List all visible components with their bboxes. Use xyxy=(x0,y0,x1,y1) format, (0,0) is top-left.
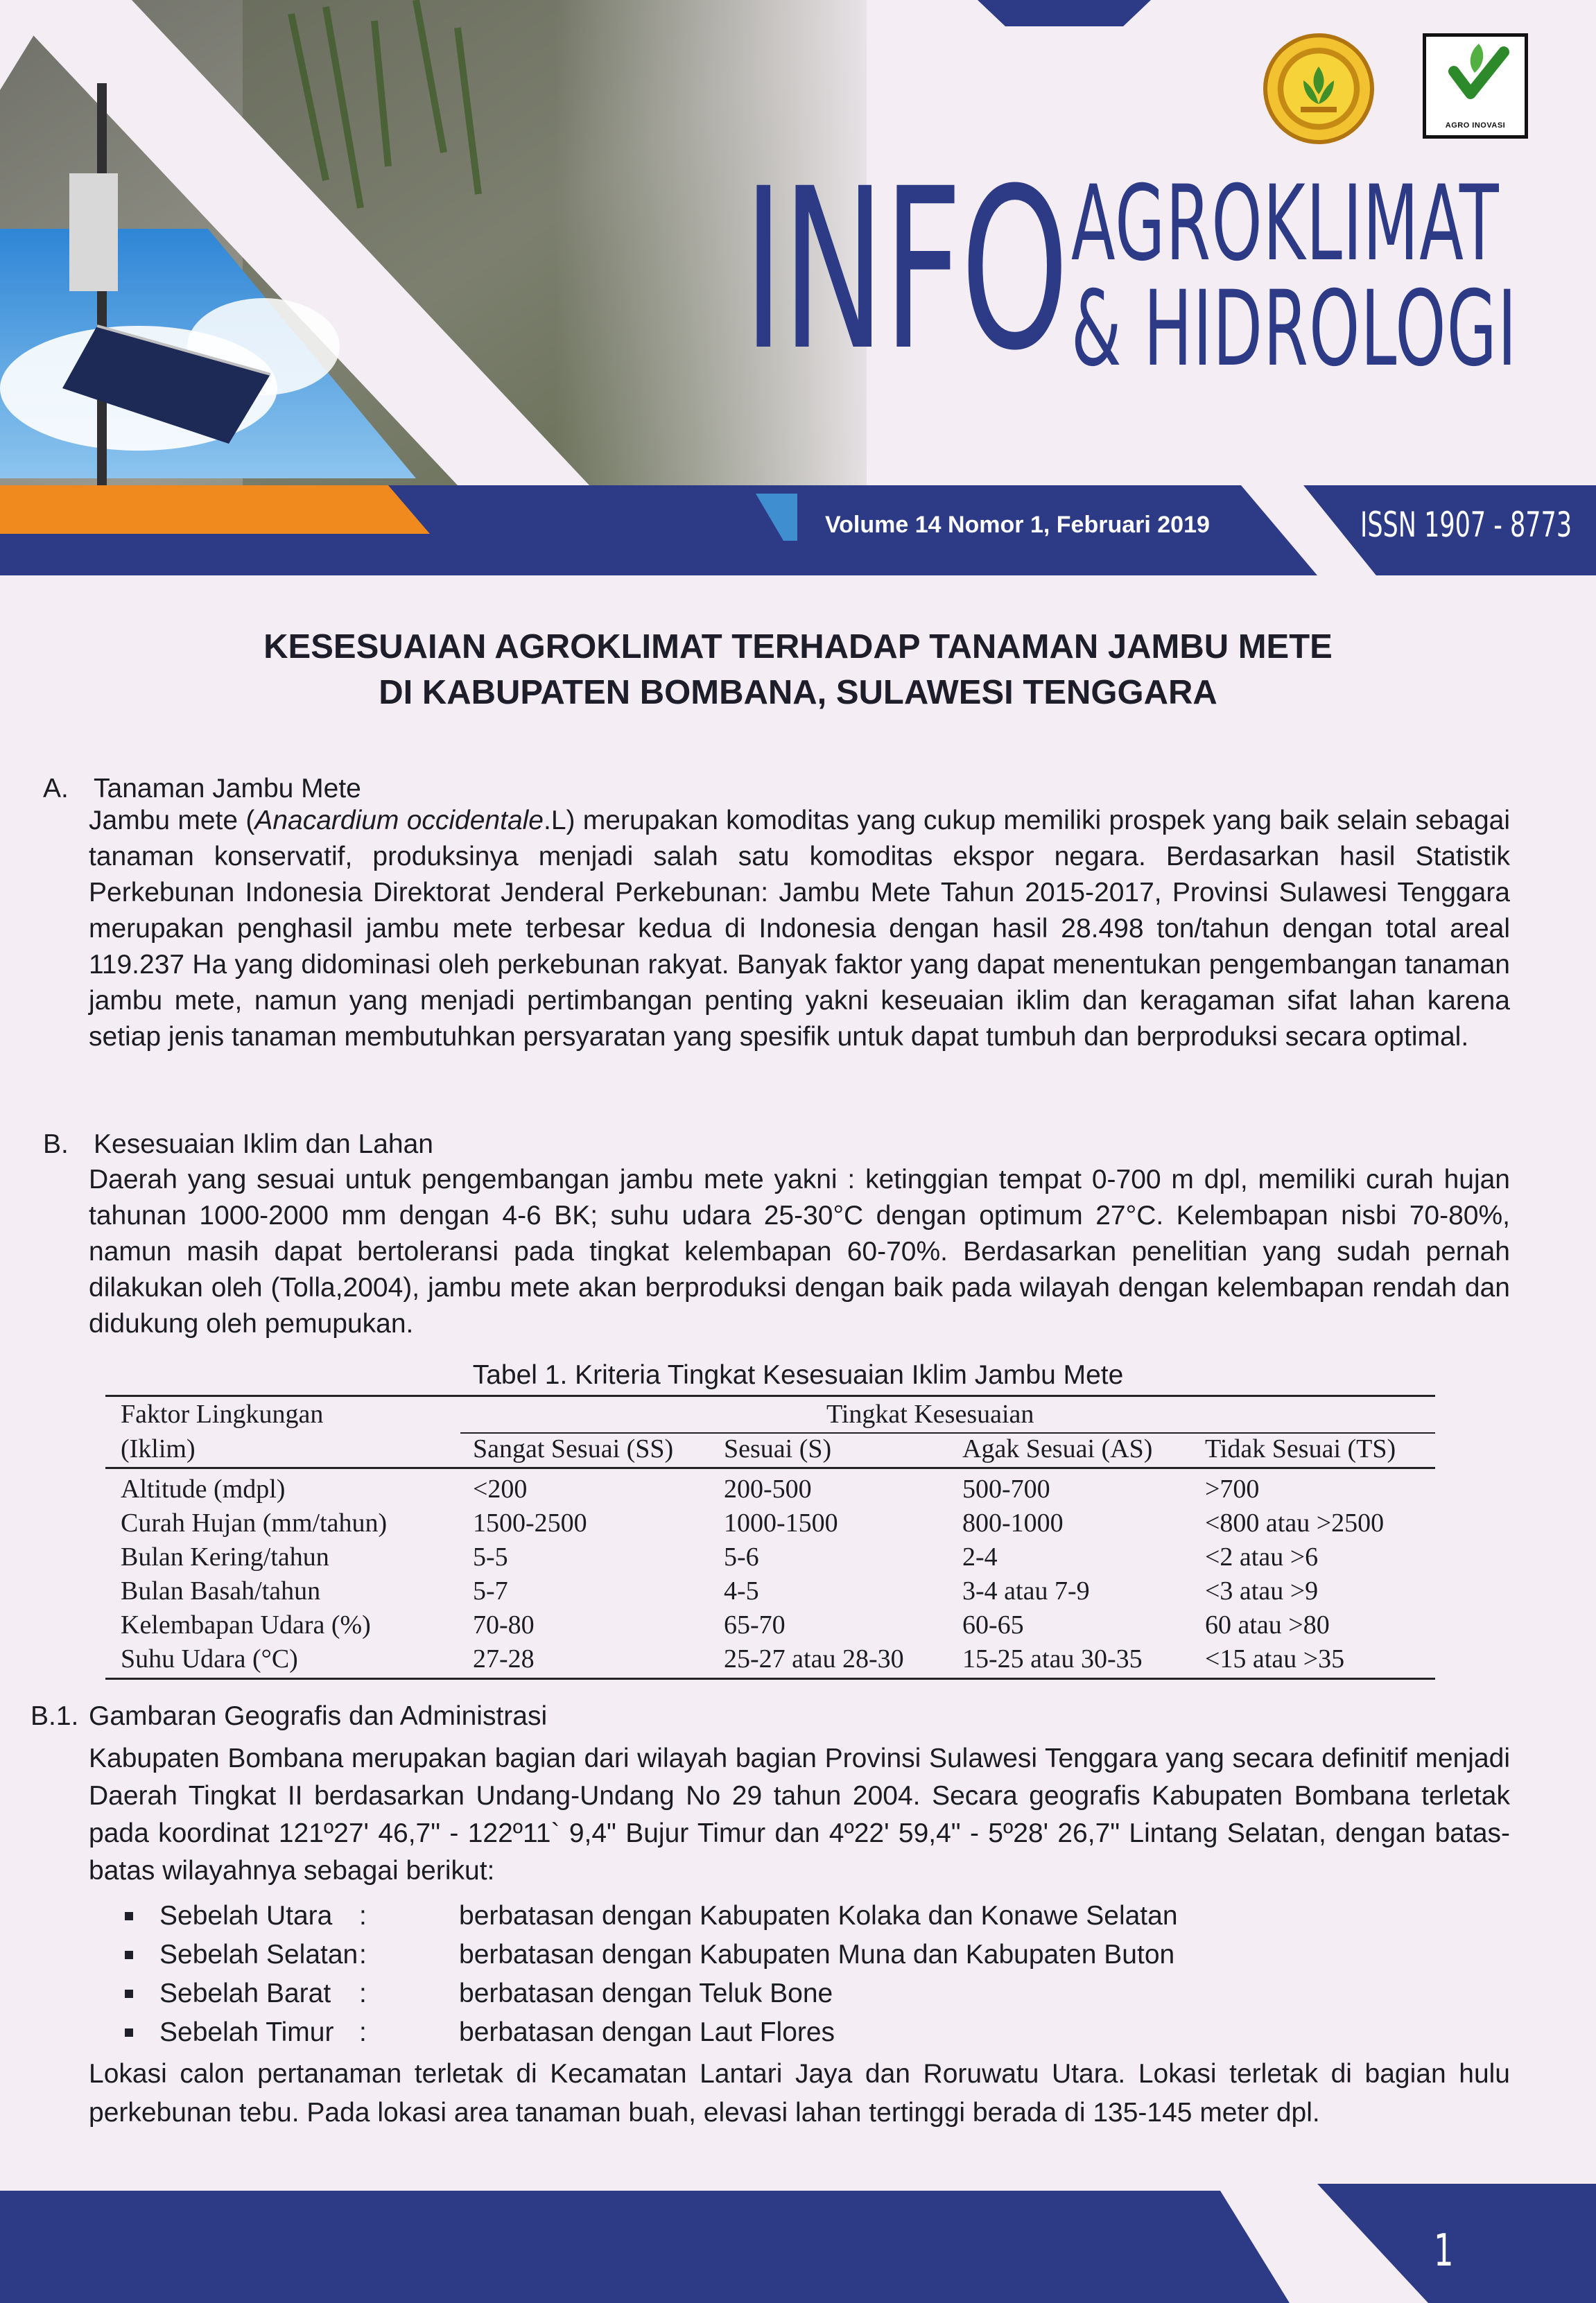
section-a-heading: Tanaman Jambu Mete xyxy=(94,774,361,803)
table-col-as: Agak Sesuai (AS) xyxy=(962,1434,1153,1463)
table-head-factor-sub: (Iklim) xyxy=(121,1434,196,1463)
masthead-agroklimat-title: AGROKLIMAT xyxy=(1071,164,1500,284)
section-b-paragraph: Daerah yang sesuai untuk pengembangan jambu mete yakni : ketinggian tempat 0-700 m dpl, memiliki curah hujan tahunan 1000-2000 mm dengan 4-6 BK; suhu udara 25-30°C dengan optimum 27°C. Kelembapan nisbi 70-80%, namun masih dapat bertoleransi pada tingkat kelembapan 60-70%. Berdasarkan penelitian yang sudah pernah dilakukan oleh (Tolla,2004), jambu mete akan berproduksi dengan baik pada wilayah dengan kelembapan rendah dan didukung oleh pemupukan. xyxy=(89,1165,1510,1339)
table-cell: 500-700 xyxy=(962,1475,1050,1504)
agro-inovasi-logo xyxy=(1423,33,1528,139)
list-item-value: berbatasan dengan Kabupaten Kolaka dan Konawe Selatan xyxy=(459,1901,1178,1931)
bullet-icon xyxy=(125,1990,133,1998)
masthead-info-title: INFO xyxy=(743,141,1068,399)
table-col-ts: Tidak Sesuai (TS) xyxy=(1205,1434,1396,1463)
list-item-value: berbatasan dengan Kabupaten Muna dan Kabupaten Buton xyxy=(459,1940,1175,1970)
article-title-line-2: DI KABUPATEN BOMBANA, SULAWESI TENGGARA xyxy=(379,674,1217,711)
table-row-label: Altitude (mdpl) xyxy=(121,1475,286,1504)
table-row-label: Suhu Udara (°C) xyxy=(121,1644,298,1674)
table-cell: 1500-2500 xyxy=(473,1509,587,1538)
section-a-paragraph: Jambu mete (Anacardium occidentale.L) merupakan komoditas yang cukup memiliki prospek yang baik selain sebagai tanaman konservatif, produksinya menjadi salah satu komoditas ekspor negara. Berdasarkan hasil Statistik Perkebunan Indonesia Direktorat Jenderal Perkebunan: Jambu Mete Tahun 2015-2017, Provinsi Sulawesi Tenggara merupakan penghasil jambu mete terbesar kedua di Indonesia dengan hasil 28.498 ton/tahun dengan total areal 119.237 Ha yang didominasi oleh perkebunan rakyat. Banyak faktor yang dapat menentukan pengembangan tanaman jambu mete, namun yang menjadi pertimbangan penting yakni keseuaian iklim dan keragaman sifat lahan karena setiap jenis tanaman membutuhkan persyaratan yang spesifik untuk dapat tumbuh dan berproduksi secara optimal. xyxy=(89,806,1510,1052)
table-row-label: Bulan Kering/tahun xyxy=(121,1542,329,1572)
section-a-marker: A. xyxy=(43,774,69,803)
table-cell: 5-7 xyxy=(473,1576,508,1606)
table-cell: <2 atau >6 xyxy=(1205,1542,1319,1572)
table-col-ss: Sangat Sesuai (SS) xyxy=(473,1434,674,1463)
section-b1-marker: B.1. xyxy=(31,1701,79,1731)
table-cell: 3-4 atau 7-9 xyxy=(962,1576,1090,1606)
table-row-label: Curah Hujan (mm/tahun) xyxy=(121,1509,388,1538)
table-top-rule xyxy=(105,1395,1435,1397)
table-head-factor: Faktor Lingkungan xyxy=(121,1400,324,1429)
list-item-label: Sebelah Selatan xyxy=(159,1940,358,1970)
list-item-label: Sebelah Barat xyxy=(159,1979,331,2008)
checkmark-leaf-icon xyxy=(1426,37,1525,113)
table-cell: 800-1000 xyxy=(962,1509,1064,1538)
list-item-separator: : xyxy=(359,1979,367,2008)
wheat-icon xyxy=(1294,62,1344,115)
table-cell: 60 atau >80 xyxy=(1205,1610,1330,1640)
table-bottom-rule xyxy=(105,1678,1435,1680)
table-cell: 5-6 xyxy=(724,1542,759,1572)
agro-inovasi-label: AGRO INOVASI xyxy=(1445,121,1506,130)
table-cell: >700 xyxy=(1205,1475,1260,1504)
section-b1-heading: Gambaran Geografis dan Administrasi xyxy=(89,1701,548,1731)
list-item-value: berbatasan dengan Laut Flores xyxy=(459,2017,835,2047)
table-head-group: Tingkat Kesesuaian xyxy=(826,1400,1034,1429)
list-item-label: Sebelah Utara xyxy=(159,1901,333,1931)
table-caption: Tabel 1. Kriteria Tingkat Kesesuaian Iklim Jambu Mete xyxy=(472,1360,1124,1390)
table-cell: 4-5 xyxy=(724,1576,759,1606)
table-cell: 27-28 xyxy=(473,1644,535,1674)
list-item-separator: : xyxy=(359,2017,367,2047)
list-item-label: Sebelah Timur xyxy=(159,2017,334,2047)
list-item-value: berbatasan dengan Teluk Bone xyxy=(459,1979,833,2008)
scientific-name: Anacardium occidentale xyxy=(254,806,544,835)
bullet-icon xyxy=(125,2028,133,2037)
table-row-label: Kelembapan Udara (%) xyxy=(121,1610,371,1640)
table-row-label: Bulan Basah/tahun xyxy=(121,1576,321,1606)
bullet-icon xyxy=(125,1912,133,1920)
table-cell: 70-80 xyxy=(473,1610,535,1640)
table-cell: 15-25 atau 30-35 xyxy=(962,1644,1143,1674)
masthead xyxy=(0,0,1596,575)
table-cell: <800 atau >2500 xyxy=(1205,1509,1385,1538)
table-cell: <15 atau >35 xyxy=(1205,1644,1345,1674)
table-cell: 60-65 xyxy=(962,1610,1024,1640)
section-b-marker: B. xyxy=(43,1129,69,1159)
list-item-separator: : xyxy=(359,1901,367,1931)
table-cell: 5-5 xyxy=(473,1542,508,1572)
page-number: 1 xyxy=(1434,2225,1454,2277)
table-cell: 65-70 xyxy=(724,1610,786,1640)
table-cell: 200-500 xyxy=(724,1475,812,1504)
volume-label: Volume 14 Nomor 1, Februari 2019 xyxy=(825,512,1210,538)
table-col-s: Sesuai (S) xyxy=(724,1434,832,1463)
section-b-heading: Kesesuaian Iklim dan Lahan xyxy=(94,1129,433,1159)
bullet-icon xyxy=(125,1951,133,1959)
list-item-separator: : xyxy=(359,1940,367,1970)
table-head-rule xyxy=(105,1467,1435,1469)
issn-label: ISSN 1907 - 8773 xyxy=(1360,505,1572,545)
footer-band xyxy=(0,2184,1596,2303)
section-b1-closing: Lokasi calon pertanaman terletak di Kecamatan Lantari Jaya dan Roruwatu Utara. Lokasi terletak di bagian hulu perkebunan tebu. Pada lokasi area tanaman buah, elevasi lahan tertinggi berada di 135-145 meter dpl. xyxy=(89,2059,1510,2128)
article-title-line-1: KESESUAIAN AGROKLIMAT TERHADAP TANAMAN JAMBU METE xyxy=(263,628,1333,666)
table-cell: 25-27 atau 28-30 xyxy=(724,1644,904,1674)
ministry-seal-logo xyxy=(1263,33,1374,144)
table-cell: <3 atau >9 xyxy=(1205,1576,1319,1606)
table-cell: 2-4 xyxy=(962,1542,998,1572)
section-b1-paragraph: Kabupaten Bombana merupakan bagian dari wilayah bagian Provinsi Sulawesi Tenggara yang secara definitif menjadi Daerah Tingkat II berdasarkan Undang-Undang No 29 tahun 2004. Secara geografis Kabupaten Bombana terletak pada koordinat 121º27' 46,7" - 122º11` 9,4" Bujur Timur dan 4º22' 59,4" - 5º28' 26,7" Lintang Selatan, dengan batas-batas wilayahnya sebagai berikut: xyxy=(89,1744,1510,1886)
table-cell: 1000-1500 xyxy=(724,1509,838,1538)
table-cell: <200 xyxy=(473,1475,528,1504)
masthead-hidrologi-title: & HIDROLOGI xyxy=(1071,269,1518,390)
